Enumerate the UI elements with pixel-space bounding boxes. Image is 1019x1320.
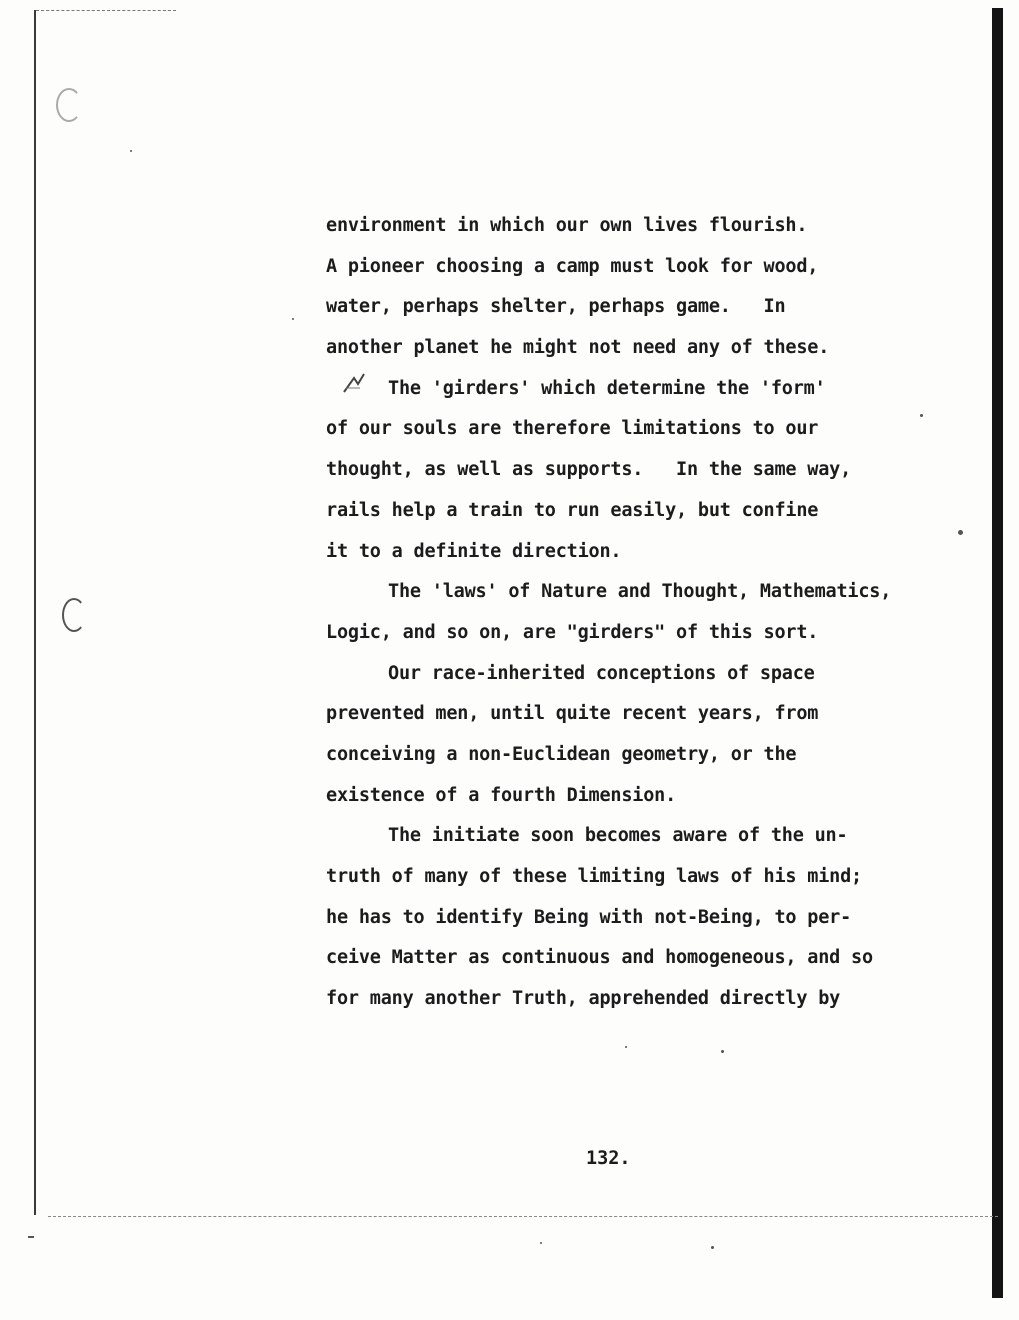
- text-line: another planet he might not need any of these.: [326, 337, 830, 359]
- text-line: environment in which our own lives flourish.: [326, 215, 808, 236]
- text-line: ceive Matter as continuous and homogeneous, and so: [326, 947, 873, 969]
- text-line: The 'laws' of Nature and Thought, Mathematics,: [388, 581, 892, 603]
- page-bottom-edge: [48, 1216, 998, 1218]
- text-line: water, perhaps shelter, perhaps game. In: [326, 296, 786, 318]
- text-line: A pioneer choosing a camp must look for wood,: [326, 255, 819, 277]
- punch-hole-mark: [56, 88, 82, 122]
- text-line: The initiate soon becomes aware of the un-: [388, 825, 848, 847]
- ink-speck: [721, 1050, 724, 1053]
- ink-speck: [292, 318, 294, 320]
- ink-speck: [540, 1242, 542, 1244]
- text-line: rails help a train to run easily, but confine: [326, 499, 819, 521]
- ink-speck: [625, 1046, 627, 1048]
- punch-hole-mark: [62, 598, 86, 632]
- page-right-shadow: [992, 8, 1003, 1298]
- body-text: [326, 206, 966, 1020]
- text-line: it to a definite direction.: [326, 540, 622, 562]
- text-line: of our souls are therefore limitations to our: [326, 418, 819, 440]
- text-line: thought, as well as supports. In the same way,: [326, 459, 852, 481]
- text-line: Logic, and so on, are "girders" of this sort.: [326, 621, 819, 643]
- text-line: for many another Truth, apprehended directly by: [326, 988, 841, 1010]
- ink-speck: [711, 1246, 714, 1249]
- text-line: he has to identify Being with not-Being, to per-: [326, 906, 852, 928]
- text-line: truth of many of these limiting laws of his mind;: [326, 866, 862, 887]
- text-line: existence of a fourth Dimension.: [326, 784, 677, 806]
- text-line: Our race-inherited conceptions of space: [388, 662, 815, 684]
- ink-speck: [130, 150, 132, 152]
- page-left-edge: [34, 10, 36, 1215]
- ink-speck: [28, 1236, 34, 1238]
- page-number: 132.: [586, 1148, 631, 1169]
- text-line: prevented men, until quite recent years, from: [326, 703, 819, 725]
- text-line: The 'girders' which determine the 'form': [388, 377, 826, 399]
- page-top-edge: [36, 10, 176, 12]
- text-line: conceiving a non-Euclidean geometry, or the: [326, 743, 797, 765]
